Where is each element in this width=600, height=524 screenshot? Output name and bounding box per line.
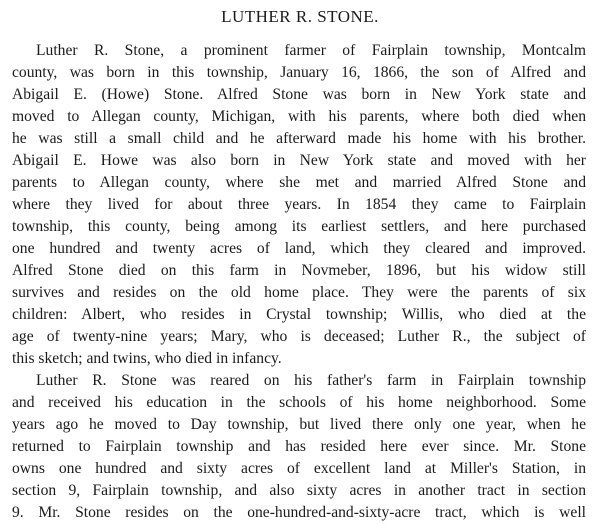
text-line: moved to Allegan county, Michigan, with his parents, where both died when	[12, 108, 586, 125]
text-line: Luther R. Stone was reared on his father's farm in Fairplain township	[36, 372, 586, 389]
text-line: he was still a small child and he afterward made his home with his brother.	[12, 130, 586, 147]
text-line: owns one hundred and sixty acres of excellent land at Miller's Station, in	[12, 460, 586, 477]
text-line: years ago he moved to Day township, but lived there only one year, when he	[12, 416, 586, 433]
text-line: children: Albert, who resides in Crystal township; Willis, who died at the	[12, 306, 586, 323]
text-line: 9. Mr. Stone resides on the one-hundred-and-sixty-acre tract, which is well	[12, 504, 586, 521]
text-line: one hundred and twenty acres of land, which they cleared and improved.	[12, 240, 586, 257]
text-line: section 9, Fairplain township, and also sixty acres in another tract in section	[12, 482, 586, 499]
text-line: age of twenty-nine years; Mary, who is deceased; Luther R., the subject of	[12, 328, 586, 345]
text-line: survives and resides on the old home place. They were the parents of six	[12, 284, 586, 301]
text-line: where they lived for about three years. In 1854 they came to Fairplain	[12, 196, 586, 213]
article-title: LUTHER R. STONE.	[221, 7, 379, 26]
text-line: township, this county, being among its earliest settlers, and here purchased	[12, 218, 586, 235]
text-line: returned to Fairplain township and has resided here ever since. Mr. Stone	[12, 438, 586, 455]
text-line: parents to Allegan county, where she met and married Alfred Stone and	[12, 174, 586, 191]
text-line: Abigail E. (Howe) Stone. Alfred Stone was born in New York state and	[12, 86, 586, 103]
text-line: and received his education in the schools of his home neighborhood. Some	[12, 394, 586, 411]
text-line: Luther R. Stone, a prominent farmer of Fairplain township, Montcalm	[36, 42, 586, 59]
text-line: county, was born in this township, January 16, 1866, the son of Alfred and	[12, 64, 586, 81]
text-line: this sketch; and twins, who died in infancy.	[12, 350, 282, 367]
text-line: Abigail E. Howe was also born in New York state and moved with her	[12, 152, 586, 169]
text-line: Alfred Stone died on this farm in Novmeber, 1896, but his widow still	[12, 262, 586, 279]
